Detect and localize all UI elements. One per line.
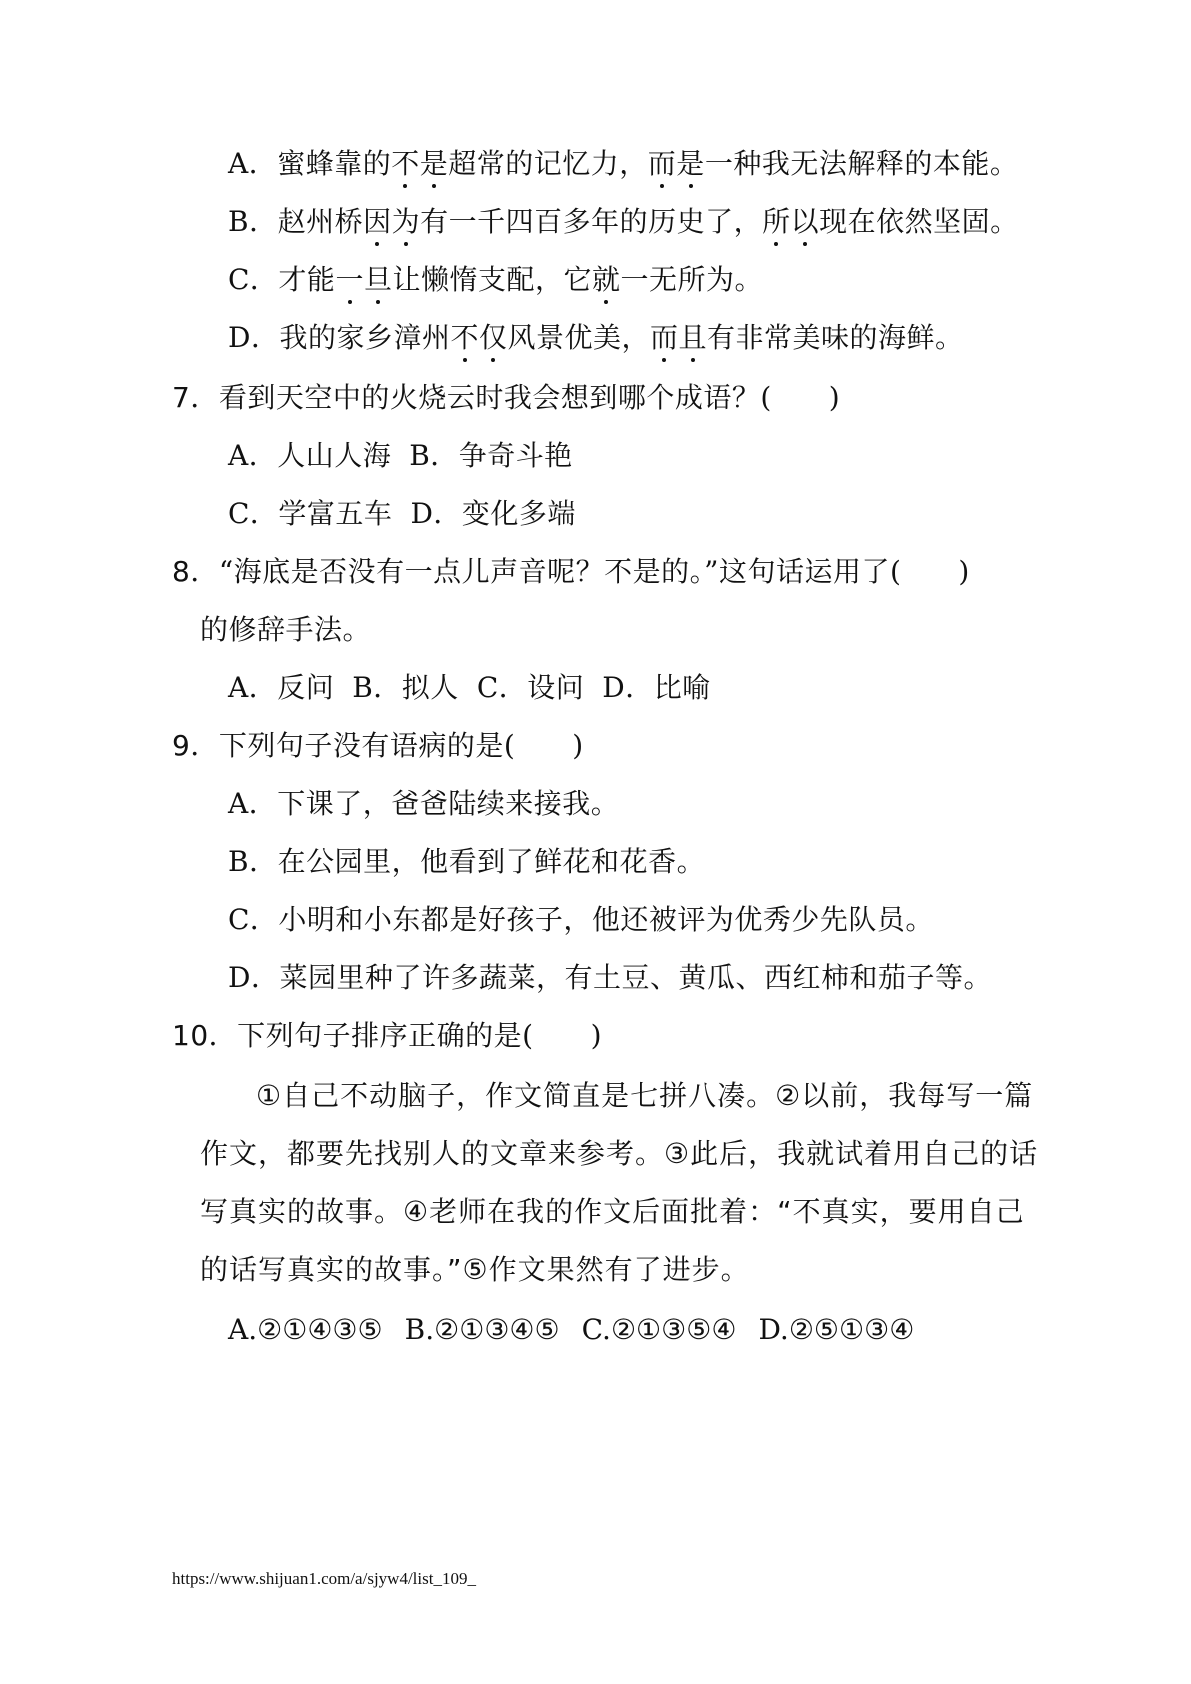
question-number: 9． bbox=[172, 729, 219, 762]
emphasis-char: 不 bbox=[450, 321, 479, 354]
q9-option-c: C．小明和小东都是好孩子，他还被评为优秀少先队员。 bbox=[228, 903, 934, 936]
q10-passage-line-4: 的话写真实的故事。”⑤作文果然有了进步。 bbox=[200, 1253, 750, 1286]
q8-option-a: A．反问 bbox=[228, 671, 335, 704]
q7-options-row-1 bbox=[228, 438, 573, 474]
emphasis-char: 以 bbox=[790, 205, 820, 238]
q6-option-a: A．蜜蜂靠的不是超常的记忆力，而是一种我无法解释的本能。 bbox=[228, 147, 1019, 180]
footer-url[interactable]: https://www.shijuan1.com/a/sjyw4/list_109_ bbox=[172, 1569, 476, 1588]
question-text: 看到天空中的火烧云时我会想到哪个成语？( ) bbox=[218, 381, 841, 414]
question-text: 下列句子没有语病的是( ) bbox=[218, 729, 584, 762]
question-7 bbox=[172, 380, 840, 416]
q7-options-row-2 bbox=[228, 496, 576, 532]
q9-option-b: B．在公园里，他看到了鲜花和花香。 bbox=[228, 845, 706, 878]
emphasis-char: 就 bbox=[591, 263, 621, 296]
question-8 bbox=[172, 554, 970, 590]
emphasis-char: 为 bbox=[391, 205, 421, 238]
emphasis-char: 仅 bbox=[478, 321, 508, 354]
q9-option-d: D．菜园里种了许多蔬菜，有土豆、黄瓜、西红柿和茄子等。 bbox=[228, 961, 992, 994]
q10-option-b: B.②①③④⑤ bbox=[404, 1313, 560, 1346]
question-number: 7． bbox=[172, 381, 219, 414]
q10-passage-line-2: 作文，都要先找别人的文章来参考。③此后，我就试着用自己的话 bbox=[200, 1137, 1039, 1170]
emphasis-char: 而 bbox=[647, 147, 677, 180]
q9-option-a: A．下课了，爸爸陆续来接我。 bbox=[228, 787, 620, 820]
q6-option-d: D．我的家乡漳州不仅风景优美，而且有非常美味的海鲜。 bbox=[228, 321, 964, 354]
q10-option-c: C.②①③⑤④ bbox=[581, 1313, 737, 1346]
emphasis-char: 不 bbox=[391, 147, 420, 180]
q7-option-d: D．变化多端 bbox=[410, 497, 576, 530]
question-number: 8． bbox=[172, 555, 219, 588]
emphasis-char: 是 bbox=[419, 147, 449, 180]
question-text: 下列句子排序正确的是( ) bbox=[237, 1019, 602, 1052]
emphasis-char: 旦 bbox=[363, 263, 393, 296]
emphasis-char: 一 bbox=[335, 263, 364, 296]
emphasis-char: 而 bbox=[650, 321, 679, 354]
q10-passage-line-1: ①自己不动脑子，作文简直是七拼八凑。②以前，我每写一篇 bbox=[256, 1079, 1034, 1112]
q7-option-b: B．争奇斗艳 bbox=[409, 439, 573, 472]
q10-option-a: A.②①④③⑤ bbox=[228, 1313, 383, 1346]
q8-options bbox=[228, 670, 711, 706]
q6-option-c: C．才能一旦让懒惰支配，它就一无所为。 bbox=[228, 263, 764, 296]
question-9 bbox=[172, 728, 584, 764]
q8-option-c: C．设问 bbox=[476, 671, 585, 704]
emphasis-char: 是 bbox=[676, 147, 705, 180]
q7-option-a: A．人山人海 bbox=[228, 439, 392, 472]
emphasis-char: 所 bbox=[762, 205, 791, 238]
q10-passage-line-3: 写真实的故事。④老师在我的作文后面批着：“不真实，要用自己 bbox=[200, 1195, 1025, 1228]
question-10 bbox=[172, 1018, 602, 1054]
question-8-continuation: 的修辞手法。 bbox=[200, 613, 372, 646]
q6-option-b: B．赵州桥因为有一千四百多年的历史了，所以现在依然坚固。 bbox=[228, 205, 1019, 238]
q10-option-d: D.②⑤①③④ bbox=[758, 1313, 915, 1346]
q8-option-d: D．比喻 bbox=[602, 671, 711, 704]
question-text: “海底是否没有一点儿声音呢？不是的。”这句话运用了( ) bbox=[218, 555, 970, 588]
emphasis-char: 且 bbox=[678, 321, 708, 354]
emphasis-char: 因 bbox=[363, 205, 392, 238]
q8-option-b: B．拟人 bbox=[352, 671, 459, 704]
q10-options bbox=[228, 1312, 914, 1348]
question-number: 10． bbox=[172, 1019, 238, 1052]
q7-option-c: C．学富五车 bbox=[228, 497, 393, 530]
